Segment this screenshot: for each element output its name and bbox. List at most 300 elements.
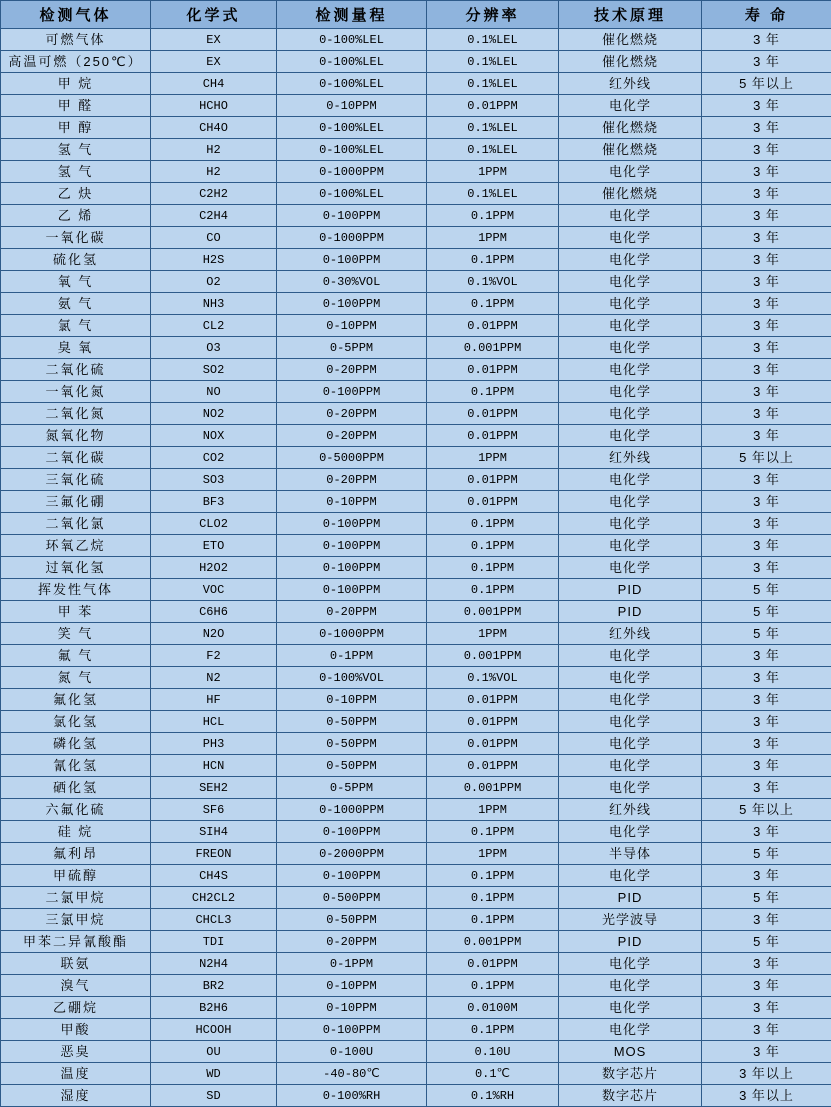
cell-lifetime: 3 年 <box>702 557 831 579</box>
cell-lifetime: 3 年 <box>702 711 831 733</box>
cell-chemical-formula: ETO <box>151 535 277 557</box>
cell-technical-principle: 电化学 <box>559 953 702 975</box>
cell-resolution: 0.1%LEL <box>427 51 559 73</box>
cell-technical-principle: 电化学 <box>559 711 702 733</box>
cell-lifetime: 3 年 <box>702 315 831 337</box>
table-row <box>1 865 831 887</box>
cell-resolution: 0.001PPM <box>427 931 559 953</box>
table-row <box>1 557 831 579</box>
cell-detection-range: 0-100PPM <box>277 579 427 601</box>
cell-gas-name: 氯 气 <box>1 315 151 337</box>
cell-resolution: 0.01PPM <box>427 315 559 337</box>
cell-detection-range: 0-1PPM <box>277 953 427 975</box>
cell-detection-range: 0-5PPM <box>277 777 427 799</box>
cell-lifetime: 3 年 <box>702 51 831 73</box>
cell-resolution: 1PPM <box>427 161 559 183</box>
cell-lifetime: 3 年 <box>702 29 831 51</box>
cell-gas-name: 联氨 <box>1 953 151 975</box>
cell-gas-name: 二氧化氯 <box>1 513 151 535</box>
cell-resolution: 0.01PPM <box>427 95 559 117</box>
cell-resolution: 0.1%LEL <box>427 183 559 205</box>
cell-resolution: 0.001PPM <box>427 337 559 359</box>
cell-detection-range: 0-30%VOL <box>277 271 427 293</box>
cell-technical-principle: 电化学 <box>559 975 702 997</box>
cell-technical-principle: 红外线 <box>559 623 702 645</box>
cell-gas-name: 硒化氢 <box>1 777 151 799</box>
table-row <box>1 381 831 403</box>
cell-technical-principle: 电化学 <box>559 95 702 117</box>
cell-detection-range: 0-10PPM <box>277 491 427 513</box>
cell-chemical-formula: NO <box>151 381 277 403</box>
table-row <box>1 73 831 95</box>
cell-lifetime: 5 年 <box>702 931 831 953</box>
cell-detection-range: 0-100U <box>277 1041 427 1063</box>
table-row <box>1 359 831 381</box>
cell-gas-name: 乙 炔 <box>1 183 151 205</box>
cell-chemical-formula: FREON <box>151 843 277 865</box>
table-row <box>1 403 831 425</box>
cell-chemical-formula: CHCL3 <box>151 909 277 931</box>
cell-lifetime: 3 年 <box>702 403 831 425</box>
table-row <box>1 755 831 777</box>
cell-chemical-formula: TDI <box>151 931 277 953</box>
cell-resolution: 0.1PPM <box>427 535 559 557</box>
cell-chemical-formula: CO2 <box>151 447 277 469</box>
cell-technical-principle: 电化学 <box>559 777 702 799</box>
header-row <box>1 1 831 29</box>
cell-detection-range: 0-20PPM <box>277 403 427 425</box>
table-row <box>1 1019 831 1041</box>
cell-chemical-formula: N2O <box>151 623 277 645</box>
cell-detection-range: 0-1PPM <box>277 645 427 667</box>
cell-lifetime: 3 年 <box>702 469 831 491</box>
cell-chemical-formula: WD <box>151 1063 277 1085</box>
cell-lifetime: 3 年 <box>702 161 831 183</box>
cell-gas-name: 硅 烷 <box>1 821 151 843</box>
cell-technical-principle: 电化学 <box>559 381 702 403</box>
cell-resolution: 0.1PPM <box>427 579 559 601</box>
cell-detection-range: 0-20PPM <box>277 931 427 953</box>
cell-technical-principle: 红外线 <box>559 799 702 821</box>
cell-technical-principle: 电化学 <box>559 271 702 293</box>
cell-lifetime: 3 年 <box>702 117 831 139</box>
cell-lifetime: 3 年 <box>702 777 831 799</box>
cell-lifetime: 3 年 <box>702 95 831 117</box>
cell-chemical-formula: CLO2 <box>151 513 277 535</box>
cell-technical-principle: 电化学 <box>559 689 702 711</box>
cell-resolution: 1PPM <box>427 227 559 249</box>
cell-technical-principle: 电化学 <box>559 865 702 887</box>
cell-resolution: 0.01PPM <box>427 755 559 777</box>
cell-chemical-formula: F2 <box>151 645 277 667</box>
cell-lifetime: 3 年 <box>702 821 831 843</box>
cell-technical-principle: 电化学 <box>559 359 702 381</box>
cell-detection-range: 0-100PPM <box>277 293 427 315</box>
cell-resolution: 0.001PPM <box>427 645 559 667</box>
cell-resolution: 1PPM <box>427 843 559 865</box>
cell-technical-principle: MOS <box>559 1041 702 1063</box>
cell-gas-name: 一氧化氮 <box>1 381 151 403</box>
table-row <box>1 535 831 557</box>
cell-technical-principle: 电化学 <box>559 491 702 513</box>
cell-resolution: 1PPM <box>427 447 559 469</box>
cell-resolution: 0.1PPM <box>427 821 559 843</box>
table-row <box>1 601 831 623</box>
table-row <box>1 469 831 491</box>
cell-resolution: 0.1PPM <box>427 293 559 315</box>
cell-technical-principle: 电化学 <box>559 667 702 689</box>
cell-lifetime: 3 年 <box>702 865 831 887</box>
cell-lifetime: 3 年 <box>702 535 831 557</box>
cell-gas-name: 甲苯二异氰酸酯 <box>1 931 151 953</box>
cell-gas-name: 氰化氢 <box>1 755 151 777</box>
cell-gas-name: 二氧化硫 <box>1 359 151 381</box>
cell-chemical-formula: BR2 <box>151 975 277 997</box>
cell-lifetime: 5 年 <box>702 887 831 909</box>
cell-detection-range: 0-50PPM <box>277 733 427 755</box>
column-header-gas-name: 检测气体 <box>1 1 151 29</box>
cell-gas-name: 二氧化氮 <box>1 403 151 425</box>
cell-chemical-formula: EX <box>151 29 277 51</box>
cell-lifetime: 5 年 <box>702 843 831 865</box>
cell-gas-name: 乙 烯 <box>1 205 151 227</box>
table-row <box>1 29 831 51</box>
cell-gas-name: 臭 氧 <box>1 337 151 359</box>
table-row <box>1 513 831 535</box>
cell-detection-range: 0-100PPM <box>277 205 427 227</box>
cell-resolution: 0.01PPM <box>427 359 559 381</box>
cell-technical-principle: 电化学 <box>559 315 702 337</box>
cell-gas-name: 恶臭 <box>1 1041 151 1063</box>
cell-resolution: 0.0100M <box>427 997 559 1019</box>
cell-gas-name: 六氟化硫 <box>1 799 151 821</box>
table-row <box>1 491 831 513</box>
cell-gas-name: 可燃气体 <box>1 29 151 51</box>
table-row <box>1 887 831 909</box>
cell-detection-range: 0-10PPM <box>277 315 427 337</box>
cell-gas-name: 高温可燃（250℃） <box>1 51 151 73</box>
cell-gas-name: 甲 烷 <box>1 73 151 95</box>
cell-chemical-formula: CO <box>151 227 277 249</box>
cell-resolution: 0.1PPM <box>427 513 559 535</box>
cell-detection-range: 0-100%LEL <box>277 117 427 139</box>
cell-chemical-formula: H2O2 <box>151 557 277 579</box>
cell-resolution: 0.1PPM <box>427 249 559 271</box>
cell-detection-range: 0-500PPM <box>277 887 427 909</box>
cell-lifetime: 5 年 <box>702 579 831 601</box>
cell-gas-name: 氟 气 <box>1 645 151 667</box>
cell-detection-range: 0-100PPM <box>277 381 427 403</box>
cell-detection-range: 0-100PPM <box>277 821 427 843</box>
cell-resolution: 0.1PPM <box>427 205 559 227</box>
cell-gas-name: 三氧化硫 <box>1 469 151 491</box>
cell-gas-name: 一氧化碳 <box>1 227 151 249</box>
cell-resolution: 1PPM <box>427 799 559 821</box>
cell-resolution: 0.1%VOL <box>427 271 559 293</box>
table-body <box>1 29 831 1107</box>
cell-technical-principle: 电化学 <box>559 535 702 557</box>
table-row <box>1 205 831 227</box>
cell-chemical-formula: SEH2 <box>151 777 277 799</box>
table-row <box>1 821 831 843</box>
cell-lifetime: 3 年 <box>702 755 831 777</box>
cell-lifetime: 3 年 <box>702 513 831 535</box>
table-row <box>1 843 831 865</box>
cell-gas-name: 氯化氢 <box>1 711 151 733</box>
cell-detection-range: 0-50PPM <box>277 909 427 931</box>
table-row <box>1 95 831 117</box>
table-row <box>1 183 831 205</box>
cell-detection-range: 0-10PPM <box>277 975 427 997</box>
cell-chemical-formula: SF6 <box>151 799 277 821</box>
table-row <box>1 997 831 1019</box>
cell-technical-principle: 电化学 <box>559 733 702 755</box>
cell-technical-principle: PID <box>559 601 702 623</box>
cell-chemical-formula: H2 <box>151 139 277 161</box>
table-row <box>1 249 831 271</box>
cell-resolution: 0.10U <box>427 1041 559 1063</box>
cell-lifetime: 3 年 <box>702 667 831 689</box>
cell-detection-range: 0-20PPM <box>277 359 427 381</box>
cell-technical-principle: 电化学 <box>559 997 702 1019</box>
table-header <box>1 1 831 29</box>
table-row <box>1 337 831 359</box>
cell-technical-principle: 红外线 <box>559 73 702 95</box>
cell-gas-name: 温度 <box>1 1063 151 1085</box>
cell-gas-name: 氟化氢 <box>1 689 151 711</box>
cell-lifetime: 3 年 <box>702 293 831 315</box>
table-row <box>1 117 831 139</box>
cell-detection-range: 0-20PPM <box>277 601 427 623</box>
cell-technical-principle: 电化学 <box>559 337 702 359</box>
cell-gas-name: 挥发性气体 <box>1 579 151 601</box>
table-row <box>1 447 831 469</box>
column-header-principle: 技术原理 <box>559 1 702 29</box>
table-row <box>1 579 831 601</box>
column-header-formula: 化学式 <box>151 1 277 29</box>
cell-resolution: 0.1℃ <box>427 1063 559 1085</box>
cell-gas-name: 三氯甲烷 <box>1 909 151 931</box>
cell-lifetime: 3 年 <box>702 689 831 711</box>
cell-gas-name: 氢 气 <box>1 161 151 183</box>
cell-detection-range: 0-100%RH <box>277 1085 427 1107</box>
cell-detection-range: 0-100%VOL <box>277 667 427 689</box>
cell-chemical-formula: C6H6 <box>151 601 277 623</box>
cell-resolution: 0.1%LEL <box>427 117 559 139</box>
cell-chemical-formula: O3 <box>151 337 277 359</box>
cell-chemical-formula: N2 <box>151 667 277 689</box>
cell-resolution: 0.1PPM <box>427 381 559 403</box>
cell-chemical-formula: PH3 <box>151 733 277 755</box>
cell-detection-range: 0-1000PPM <box>277 161 427 183</box>
table-row <box>1 227 831 249</box>
cell-lifetime: 5 年以上 <box>702 73 831 95</box>
table-row <box>1 667 831 689</box>
cell-resolution: 1PPM <box>427 623 559 645</box>
cell-technical-principle: 电化学 <box>559 249 702 271</box>
cell-chemical-formula: H2S <box>151 249 277 271</box>
cell-lifetime: 3 年 <box>702 205 831 227</box>
cell-resolution: 0.1PPM <box>427 975 559 997</box>
cell-gas-name: 溴气 <box>1 975 151 997</box>
cell-resolution: 0.1%VOL <box>427 667 559 689</box>
cell-resolution: 0.01PPM <box>427 491 559 513</box>
cell-detection-range: 0-100%LEL <box>277 183 427 205</box>
cell-chemical-formula: NO2 <box>151 403 277 425</box>
cell-chemical-formula: NOX <box>151 425 277 447</box>
table-row <box>1 931 831 953</box>
cell-technical-principle: 电化学 <box>559 755 702 777</box>
cell-lifetime: 5 年以上 <box>702 799 831 821</box>
cell-lifetime: 3 年 <box>702 491 831 513</box>
cell-resolution: 0.01PPM <box>427 469 559 491</box>
column-header-lifetime: 寿 命 <box>702 1 831 29</box>
cell-gas-name: 乙硼烷 <box>1 997 151 1019</box>
cell-chemical-formula: SO3 <box>151 469 277 491</box>
cell-gas-name: 甲 苯 <box>1 601 151 623</box>
table-row <box>1 953 831 975</box>
cell-gas-name: 环氧乙烷 <box>1 535 151 557</box>
cell-chemical-formula: CL2 <box>151 315 277 337</box>
cell-technical-principle: 催化燃烧 <box>559 29 702 51</box>
cell-chemical-formula: EX <box>151 51 277 73</box>
cell-gas-name: 甲酸 <box>1 1019 151 1041</box>
cell-technical-principle: 电化学 <box>559 293 702 315</box>
cell-detection-range: 0-10PPM <box>277 997 427 1019</box>
cell-chemical-formula: SIH4 <box>151 821 277 843</box>
cell-technical-principle: 催化燃烧 <box>559 139 702 161</box>
cell-technical-principle: PID <box>559 579 702 601</box>
cell-resolution: 0.1PPM <box>427 909 559 931</box>
cell-lifetime: 3 年 <box>702 997 831 1019</box>
cell-gas-name: 湿度 <box>1 1085 151 1107</box>
cell-chemical-formula: VOC <box>151 579 277 601</box>
cell-resolution: 0.1PPM <box>427 1019 559 1041</box>
cell-technical-principle: PID <box>559 931 702 953</box>
cell-chemical-formula: HF <box>151 689 277 711</box>
table-row <box>1 425 831 447</box>
cell-gas-name: 三氟化硼 <box>1 491 151 513</box>
table-row <box>1 777 831 799</box>
column-header-resolution: 分辨率 <box>427 1 559 29</box>
cell-resolution: 0.001PPM <box>427 601 559 623</box>
cell-chemical-formula: OU <box>151 1041 277 1063</box>
cell-detection-range: 0-100%LEL <box>277 139 427 161</box>
cell-lifetime: 3 年 <box>702 1019 831 1041</box>
table-row <box>1 645 831 667</box>
cell-technical-principle: 催化燃烧 <box>559 183 702 205</box>
cell-lifetime: 3 年 <box>702 1041 831 1063</box>
cell-gas-name: 氨 气 <box>1 293 151 315</box>
cell-resolution: 0.1%LEL <box>427 73 559 95</box>
cell-resolution: 0.01PPM <box>427 733 559 755</box>
cell-lifetime: 3 年 <box>702 975 831 997</box>
cell-gas-name: 甲硫醇 <box>1 865 151 887</box>
cell-detection-range: 0-20PPM <box>277 425 427 447</box>
cell-gas-name: 磷化氢 <box>1 733 151 755</box>
cell-resolution: 0.01PPM <box>427 689 559 711</box>
cell-detection-range: 0-100PPM <box>277 535 427 557</box>
cell-detection-range: 0-5PPM <box>277 337 427 359</box>
cell-chemical-formula: B2H6 <box>151 997 277 1019</box>
cell-detection-range: 0-100PPM <box>277 249 427 271</box>
table-row <box>1 1085 831 1107</box>
cell-detection-range: 0-100PPM <box>277 557 427 579</box>
cell-chemical-formula: SO2 <box>151 359 277 381</box>
cell-resolution: 0.1PPM <box>427 887 559 909</box>
table-row <box>1 733 831 755</box>
cell-gas-name: 二氯甲烷 <box>1 887 151 909</box>
table-row <box>1 51 831 73</box>
cell-lifetime: 3 年以上 <box>702 1063 831 1085</box>
cell-detection-range: 0-10PPM <box>277 689 427 711</box>
cell-gas-name: 甲 醇 <box>1 117 151 139</box>
table-row <box>1 623 831 645</box>
cell-technical-principle: 电化学 <box>559 205 702 227</box>
cell-detection-range: 0-10PPM <box>277 95 427 117</box>
cell-gas-name: 氮 气 <box>1 667 151 689</box>
cell-resolution: 0.01PPM <box>427 425 559 447</box>
cell-resolution: 0.1%LEL <box>427 139 559 161</box>
cell-resolution: 0.1%RH <box>427 1085 559 1107</box>
cell-detection-range: 0-1000PPM <box>277 623 427 645</box>
cell-chemical-formula: CH4 <box>151 73 277 95</box>
cell-detection-range: 0-1000PPM <box>277 799 427 821</box>
cell-detection-range: 0-100PPM <box>277 1019 427 1041</box>
cell-chemical-formula: HCHO <box>151 95 277 117</box>
cell-detection-range: 0-50PPM <box>277 755 427 777</box>
cell-resolution: 0.001PPM <box>427 777 559 799</box>
cell-technical-principle: 电化学 <box>559 403 702 425</box>
table-row <box>1 315 831 337</box>
cell-lifetime: 3 年 <box>702 733 831 755</box>
cell-gas-name: 氧 气 <box>1 271 151 293</box>
table-row <box>1 1041 831 1063</box>
cell-technical-principle: PID <box>559 887 702 909</box>
cell-chemical-formula: BF3 <box>151 491 277 513</box>
cell-technical-principle: 电化学 <box>559 645 702 667</box>
cell-detection-range: 0-5000PPM <box>277 447 427 469</box>
cell-technical-principle: 电化学 <box>559 557 702 579</box>
cell-detection-range: 0-2000PPM <box>277 843 427 865</box>
cell-gas-name: 过氧化氢 <box>1 557 151 579</box>
cell-technical-principle: 催化燃烧 <box>559 117 702 139</box>
cell-lifetime: 3 年 <box>702 953 831 975</box>
cell-detection-range: 0-50PPM <box>277 711 427 733</box>
cell-lifetime: 3 年 <box>702 337 831 359</box>
cell-gas-name: 二氧化碳 <box>1 447 151 469</box>
table-row <box>1 139 831 161</box>
table-row <box>1 1063 831 1085</box>
table-row <box>1 975 831 997</box>
cell-gas-name: 甲 醛 <box>1 95 151 117</box>
cell-lifetime: 3 年 <box>702 271 831 293</box>
cell-detection-range: 0-1000PPM <box>277 227 427 249</box>
cell-resolution: 0.1%LEL <box>427 29 559 51</box>
cell-technical-principle: 电化学 <box>559 513 702 535</box>
cell-chemical-formula: O2 <box>151 271 277 293</box>
cell-technical-principle: 催化燃烧 <box>559 51 702 73</box>
cell-lifetime: 3 年 <box>702 183 831 205</box>
cell-technical-principle: 光学波导 <box>559 909 702 931</box>
table-row <box>1 689 831 711</box>
cell-gas-name: 氟利昂 <box>1 843 151 865</box>
cell-detection-range: 0-20PPM <box>277 469 427 491</box>
cell-chemical-formula: HCOOH <box>151 1019 277 1041</box>
table-row <box>1 711 831 733</box>
cell-resolution: 0.1PPM <box>427 557 559 579</box>
cell-technical-principle: 红外线 <box>559 447 702 469</box>
